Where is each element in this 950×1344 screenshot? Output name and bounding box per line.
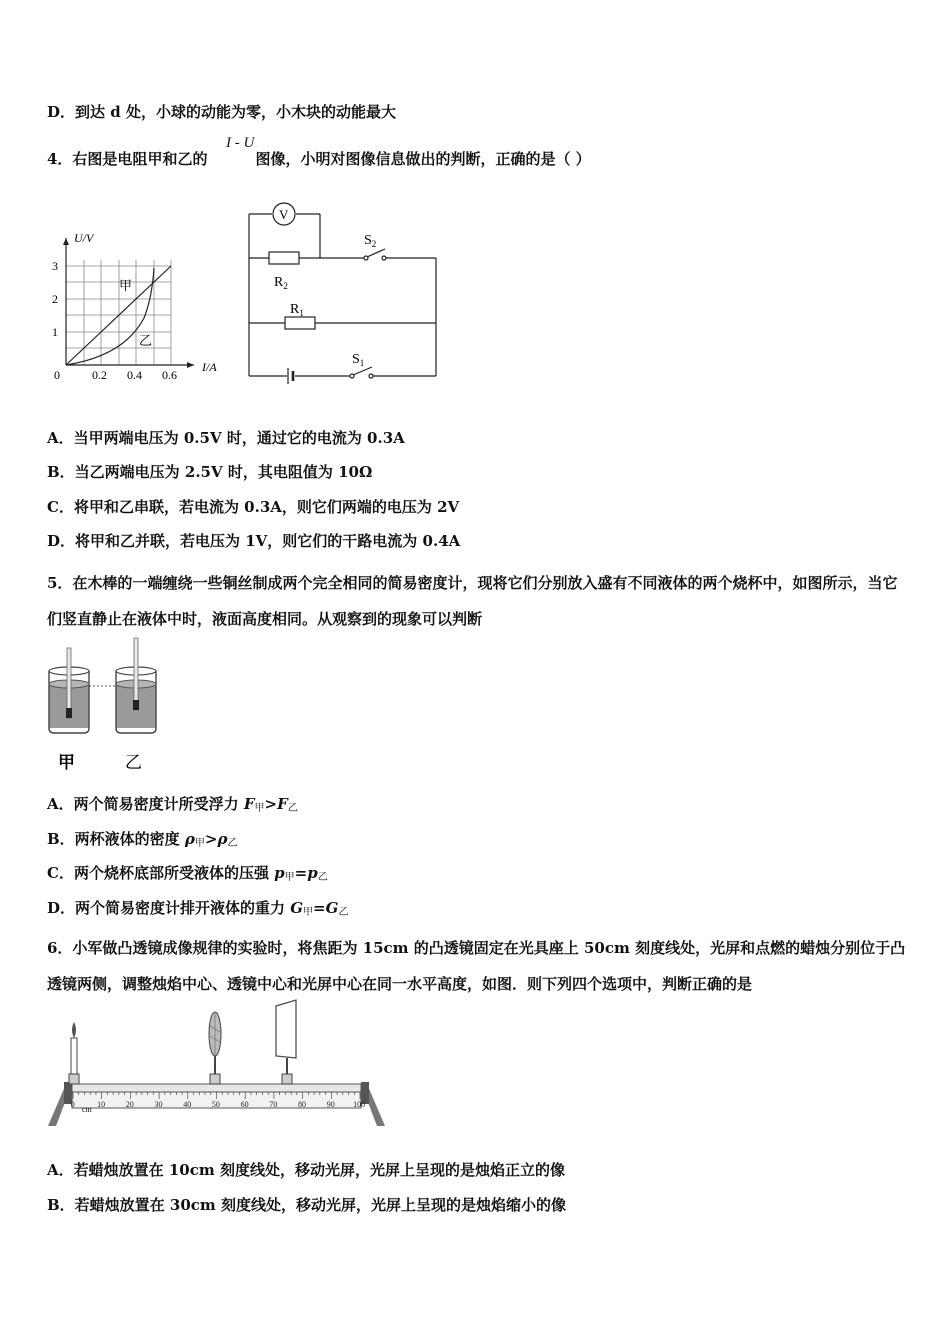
graph-x-tick-04: 0.4 xyxy=(127,368,142,382)
candle xyxy=(69,1022,79,1084)
bench-unit-label: cm xyxy=(82,1105,92,1114)
graph-y-label: U/V xyxy=(74,231,94,245)
q5-beakers-figure xyxy=(44,636,166,776)
ruler-label: 60 xyxy=(240,1100,249,1109)
q4-option-a: A．当甲两端电压为 0.5V 时，通过它的电流为 0.3A xyxy=(47,429,405,447)
q5-option-c: C．两个烧杯底部所受液体的压强 $p_甲=p_乙$ xyxy=(47,864,328,883)
q5-option-b: B．两杯液体的密度 $\rho_甲>\rho_乙$ xyxy=(47,830,238,849)
s1-label: $S_1$ xyxy=(352,352,365,368)
q5-option-a: A．两个简易密度计所受浮力 $F_甲>F_乙$ xyxy=(47,795,298,814)
graph-x-tick-06: 0.6 xyxy=(162,368,177,382)
beaker-jia xyxy=(49,648,89,733)
s2-label: $S_2$ xyxy=(364,233,377,249)
convex-lens xyxy=(209,1012,221,1084)
ruler-label: 30 xyxy=(154,1100,163,1109)
curve-yi-label: 乙 xyxy=(139,333,153,348)
voltmeter-label: V xyxy=(279,207,289,222)
q6-optical-bench xyxy=(44,998,389,1130)
graph-y-tick-1: 1 xyxy=(52,325,58,339)
battery xyxy=(288,368,293,384)
q3-option-d: D．到达 d 处，小球的动能为零，小木块的动能最大 xyxy=(47,103,396,121)
beaker-yi-label: 乙 xyxy=(125,753,142,772)
graph-x-label: I/A xyxy=(202,360,217,374)
graph-y-tick-2: 2 xyxy=(52,292,58,306)
ruler-label: 90 xyxy=(326,1100,335,1109)
ruler-label: 70 xyxy=(269,1100,278,1109)
q4-option-c: C．将甲和乙串联，若电流为 0.3A，则它们两端的电压为 2V xyxy=(47,498,460,516)
q6-option-a: A．若蜡烛放置在 10cm 刻度线处，移动光屏，光屏上呈现的是烛焰正立的像 xyxy=(47,1161,565,1179)
q4-option-b: B．当乙两端电压为 2.5V 时，其电阻值为 10Ω xyxy=(47,463,373,481)
q4-circuit-diagram xyxy=(242,198,447,386)
graph-grid xyxy=(66,260,171,365)
q4-iu-graph xyxy=(44,228,226,386)
curve-jia-label: 甲 xyxy=(119,278,133,293)
r1-label: $R_1$ xyxy=(290,302,304,318)
q4-stem-after: 图像，小明对图像信息做出的判断，正确的是（ ） xyxy=(255,150,591,168)
beaker-yi xyxy=(116,638,156,733)
bench-rail-top xyxy=(72,1084,361,1092)
ruler-label: 80 xyxy=(298,1100,306,1109)
q5-option-d: D．两个简易密度计排开液体的重力 $G_甲=G_乙$ xyxy=(47,899,349,918)
graph-y-tick-3: 3 xyxy=(52,259,58,273)
curve-yi-line xyxy=(66,268,154,365)
graph-origin: 0 xyxy=(54,368,60,382)
ruler-label: 10 xyxy=(97,1100,106,1109)
q6-option-b: B．若蜡烛放置在 30cm 刻度线处，移动光屏，光屏上呈现的是烛焰缩小的像 xyxy=(47,1196,567,1214)
ruler-label: 20 xyxy=(125,1100,134,1109)
q4-stem xyxy=(47,149,591,169)
q4-stem-before: 4．右图是电阻甲和乙的 xyxy=(47,150,208,168)
switch-s2 xyxy=(364,249,386,260)
graph-x-arrow xyxy=(187,362,194,368)
ruler-label: 50 xyxy=(211,1100,220,1109)
q4-iu-formula: I - U xyxy=(226,135,255,151)
q5-stem: 5．在木棒的一端缠绕一些铜丝制成两个完全相同的简易密度计，现将它们分别放入盛有不同液体的两个烧杯中，如图所示，当它们竖直静止在液体中时，液面高度相同。从观察到的现象可以判断 xyxy=(47,574,898,628)
q4-option-d: D．将甲和乙并联，若电压为 1V，则它们的干路电流为 0.4A xyxy=(47,532,461,550)
ruler-label: 0 xyxy=(70,1100,75,1109)
ruler-label: 40 xyxy=(183,1100,192,1109)
graph-y-arrow xyxy=(63,238,69,245)
resistor-r1 xyxy=(285,317,315,329)
resistor-r2 xyxy=(269,252,299,264)
r2-label: $R_2$ xyxy=(274,275,288,291)
circuit-wires xyxy=(249,214,436,376)
beaker-jia-label: 甲 xyxy=(58,753,75,772)
graph-x-tick-02: 0.2 xyxy=(92,368,107,382)
q6-stem: 6．小军做凸透镜成像规律的实验时，将焦距为 15cm 的凸透镜固定在光具座上 50cm 刻度线处，光屏和点燃的蜡烛分别位于凸透镜两侧，调整烛焰中心、透镜中心和光屏中心在同一水平高度，如图．则下列四个选项中，判断正确的是 xyxy=(47,939,906,993)
light-screen xyxy=(276,1000,296,1084)
switch-s1 xyxy=(350,367,373,378)
ruler-label: 100 xyxy=(353,1100,366,1109)
